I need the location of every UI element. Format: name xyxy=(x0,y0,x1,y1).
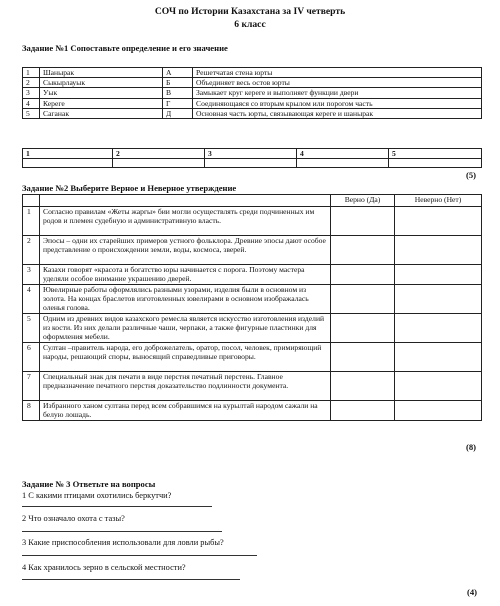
term-cell: Сыкырлауык xyxy=(40,78,163,88)
letter-cell: А xyxy=(163,68,193,78)
false-answer-cell[interactable] xyxy=(395,314,482,343)
header-blank xyxy=(40,195,331,207)
statement-text: Специальный знак для печати в виде перстня печатный перстень. Главное предназначение печатного перстня доказательство подлинности документа. xyxy=(40,372,331,401)
answer-cell[interactable] xyxy=(205,159,297,168)
row-number: 2 xyxy=(23,78,40,88)
document-title: СОЧ по Истории Казахстана за IV четверть xyxy=(154,6,346,17)
statement-row xyxy=(23,285,482,314)
task1-score: (5) xyxy=(466,170,477,180)
term-cell: Шанырак xyxy=(40,68,163,78)
answer-col-header: 3 xyxy=(205,149,297,159)
letter-cell: Б xyxy=(163,78,193,88)
header-blank xyxy=(23,195,40,207)
definition-cell: Объединяет весь остов юрты xyxy=(193,78,482,88)
answer-col-header: 2 xyxy=(113,149,205,159)
letter-cell: В xyxy=(163,88,193,98)
statement-text: Одним из древних видов казахского ремесла является искусство изготовления изделий из кости. Из них делали различные чаши, черпаки, а также фигурные пластинки для оформления мебели. xyxy=(40,314,331,343)
task1-heading: Задание №1 Сопоставьте определение и его значение xyxy=(22,43,228,53)
false-answer-cell[interactable] xyxy=(395,372,482,401)
false-answer-cell[interactable] xyxy=(395,401,482,421)
matching-row xyxy=(23,78,482,88)
answer-col-header: 1 xyxy=(23,149,113,159)
answer-line-1[interactable] xyxy=(22,506,212,507)
answer-cell[interactable] xyxy=(389,159,482,168)
question-1: 1 С какими птицами охотились беркутчи? xyxy=(22,491,172,500)
letter-cell: Г xyxy=(163,98,193,108)
definition-cell: Основная часть юрты, связывающая кереге и шанырак xyxy=(193,108,482,118)
row-number: 4 xyxy=(23,98,40,108)
true-answer-cell[interactable] xyxy=(331,314,395,343)
true-false-table xyxy=(22,194,482,421)
answer-line-3[interactable] xyxy=(22,555,257,556)
matching-row xyxy=(23,68,482,78)
answer-cell[interactable] xyxy=(23,159,113,168)
true-answer-cell[interactable] xyxy=(331,207,395,236)
answer-col-header: 4 xyxy=(297,149,389,159)
row-number: 1 xyxy=(23,68,40,78)
task3-heading: Задание № 3 Ответьте на вопросы xyxy=(22,479,156,489)
true-answer-cell[interactable] xyxy=(331,285,395,314)
row-number: 2 xyxy=(23,236,40,265)
grade-label: 6 класс xyxy=(234,19,266,30)
term-cell: Уык xyxy=(40,88,163,98)
answer-cell[interactable] xyxy=(297,159,389,168)
statement-row xyxy=(23,265,482,285)
answer-col-header: 5 xyxy=(389,149,482,159)
true-answer-cell[interactable] xyxy=(331,401,395,421)
statement-text: Избранного ханом султана перед всем собравшимся на курылтай народом сажали на белую лошадь. xyxy=(40,401,331,421)
question-3: 3 Какие приспособления использовали для ловли рыбы? xyxy=(22,538,224,547)
statement-text: Эпосы – одни их старейших примеров устного фольклора. Древние эпосы дают особое представление о происхождении земли, воды, космоса, зверей. xyxy=(40,236,331,265)
row-number: 8 xyxy=(23,401,40,421)
matching-row xyxy=(23,88,482,98)
answer-line-2[interactable] xyxy=(22,531,222,532)
statement-row xyxy=(23,372,482,401)
matching-answer-grid xyxy=(22,148,482,168)
definition-cell: Замыкает круг кереге и выполняет функции двери xyxy=(193,88,482,98)
question-4: 4 Как хранилось зерно в сельской местности? xyxy=(22,563,186,572)
false-answer-cell[interactable] xyxy=(395,207,482,236)
letter-cell: Д xyxy=(163,108,193,118)
statement-row xyxy=(23,343,482,372)
statement-row xyxy=(23,207,482,236)
definition-cell: Соединяющаяся со вторым крылом или порогом часть xyxy=(193,98,482,108)
false-answer-cell[interactable] xyxy=(395,236,482,265)
statement-text: Ювелирные работы оформлялись разными узорами, изделия были в основном из золота. На концах браслетов изготовленных ювелирами в основном изображалась оленья голова. xyxy=(40,285,331,314)
statement-text: Казахи говорят «красота и богатство юры начинается с порога. Поэтому мастера уделяли особое внимание украшению дверей. xyxy=(40,265,331,285)
answer-cell[interactable] xyxy=(113,159,205,168)
false-answer-cell[interactable] xyxy=(395,343,482,372)
row-number: 7 xyxy=(23,372,40,401)
matching-row xyxy=(23,98,482,108)
true-column-header: Верно (Да) xyxy=(331,195,395,207)
task2-heading: Задание №2 Выберите Верное и Неверное утверждение xyxy=(22,183,237,193)
row-number: 5 xyxy=(23,314,40,343)
row-number: 3 xyxy=(23,88,40,98)
statement-row xyxy=(23,314,482,343)
question-2: 2 Что означало охота с тазы? xyxy=(22,514,125,523)
matching-table xyxy=(22,67,482,119)
true-answer-cell[interactable] xyxy=(331,343,395,372)
false-answer-cell[interactable] xyxy=(395,265,482,285)
term-cell: Саганак xyxy=(40,108,163,118)
statement-row xyxy=(23,236,482,265)
answer-grid-entry-row xyxy=(23,159,482,168)
row-number: 5 xyxy=(23,108,40,118)
statement-row xyxy=(23,401,482,421)
definition-cell: Решетчатая стена юрты xyxy=(193,68,482,78)
answer-line-4[interactable] xyxy=(22,579,240,580)
row-number: 3 xyxy=(23,265,40,285)
answer-grid-header-row xyxy=(23,149,482,159)
task2-score: (8) xyxy=(466,442,477,452)
matching-row xyxy=(23,108,482,118)
false-answer-cell[interactable] xyxy=(395,285,482,314)
row-number: 6 xyxy=(23,343,40,372)
statement-text: Султан –правитель народа, его доброжелатель, оратор, посол, человек, примиряющий народы, решающий споры, выносящий справедливые приговоры. xyxy=(40,343,331,372)
statement-text: Согласно правилам «Жеты жаргы» бии могли осуществлять среди подчиненных им родов и племен судебную и административную власть. xyxy=(40,207,331,236)
task3-score: (4) xyxy=(467,587,478,597)
row-number: 4 xyxy=(23,285,40,314)
true-false-header-row xyxy=(23,195,482,207)
true-answer-cell[interactable] xyxy=(331,236,395,265)
term-cell: Кереге xyxy=(40,98,163,108)
false-column-header: Неверно (Нет) xyxy=(395,195,482,207)
row-number: 1 xyxy=(23,207,40,236)
true-answer-cell[interactable] xyxy=(331,372,395,401)
true-answer-cell[interactable] xyxy=(331,265,395,285)
